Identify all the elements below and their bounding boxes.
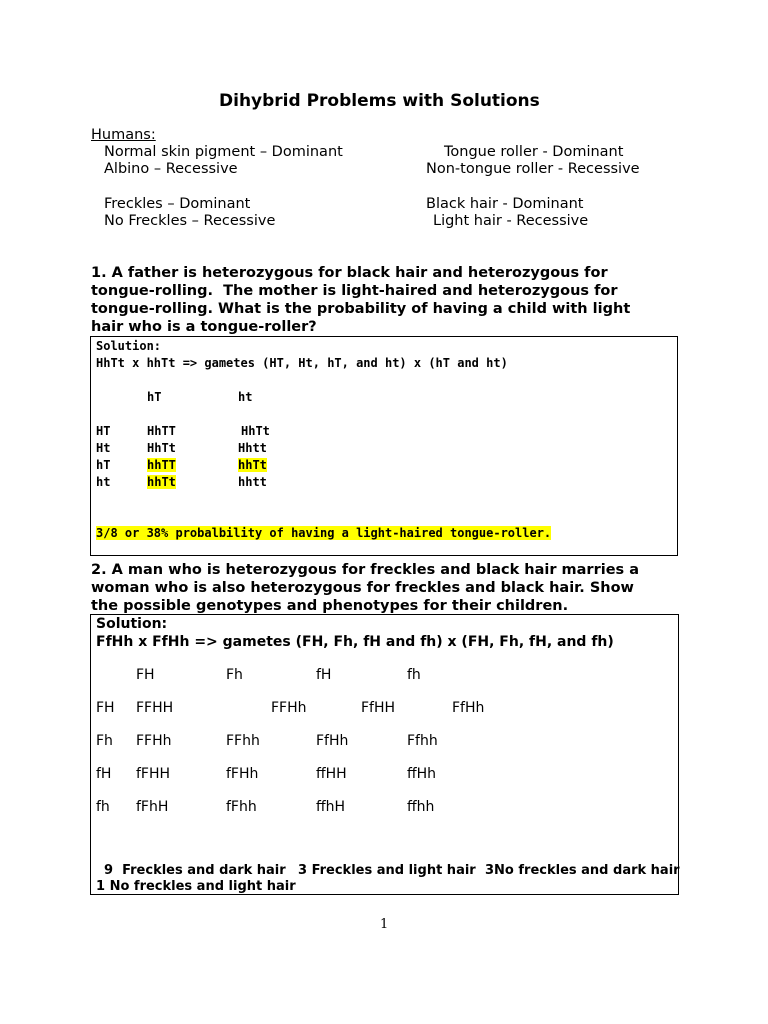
q2-row-gamete: fh — [96, 799, 110, 815]
q1-solution-label: Solution: — [96, 339, 162, 353]
q1-cell-highlighted: hhTT — [147, 458, 176, 472]
q1-row-gamete: hT — [96, 458, 111, 472]
q2-cell: ffHH — [316, 766, 347, 782]
q2-cell: fFhH — [136, 799, 169, 815]
q2-cell: ffhH — [316, 799, 346, 815]
q2-cell: FfHh — [452, 700, 485, 716]
q2-line-1: 2. A man who is heterozygous for freckles and black hair marries a — [91, 562, 640, 578]
q2-cell: FFHH — [136, 700, 174, 716]
q1-col-header: hT — [147, 390, 162, 404]
q1-row-gamete: ht — [96, 475, 111, 489]
q2-row-gamete: fH — [96, 766, 112, 782]
q2-cell: ffHh — [407, 766, 437, 782]
trait-skin-recessive: Albino – Recessive — [104, 161, 238, 177]
q1-cross: HhTt x hhTt => gametes (HT, Ht, hT, and ht) x (hT and ht) — [96, 356, 508, 370]
q1-cell-highlighted: hhTt — [238, 458, 267, 472]
q2-ratio-nofreckles-dark: 3No freckles and dark hair — [485, 863, 680, 878]
q1-line-3: tongue-rolling. What is the probability of having a child with light — [91, 301, 631, 317]
q2-cell: fFhh — [226, 799, 257, 815]
q2-solution-box — [90, 614, 679, 895]
q1-col-header: ht — [238, 390, 253, 404]
q2-col-header: fH — [316, 667, 332, 683]
trait-skin-dominant: Normal skin pigment – Dominant — [104, 144, 343, 160]
q2-ratio-freckles-light: 3 Freckles and light hair — [298, 863, 476, 878]
trait-freckles-recessive: No Freckles – Recessive — [104, 213, 276, 229]
q1-cell: HhTt — [241, 424, 270, 438]
q2-cell: ffhh — [407, 799, 435, 815]
trait-tongue-recessive: Non-tongue roller - Recessive — [426, 161, 640, 177]
q1-cell: HhTt — [147, 441, 176, 455]
q2-cell: FfHh — [316, 733, 349, 749]
q1-line-2: tongue-rolling. The mother is light-haired and heterozygous for — [91, 283, 618, 299]
q2-cell: fFHh — [226, 766, 259, 782]
q1-line-1: 1. A father is heterozygous for black hair and heterozygous for — [91, 265, 608, 281]
q2-line-2: woman who is also heterozygous for freckles and black hair. Show — [91, 580, 634, 596]
page-title: Dihybrid Problems with Solutions — [219, 91, 540, 111]
trait-freckles-dominant: Freckles – Dominant — [104, 196, 251, 212]
trait-tongue-dominant: Tongue roller - Dominant — [444, 144, 624, 160]
q2-cell: Ffhh — [407, 733, 438, 749]
trait-hair-dominant: Black hair - Dominant — [426, 196, 584, 212]
q2-ratio-nofreckles-light: 1 No freckles and light hair — [96, 879, 296, 894]
q1-row-gamete: HT — [96, 424, 111, 438]
q2-cell: fFHH — [136, 766, 171, 782]
q2-col-header: fh — [407, 667, 421, 683]
humans-label: Humans: — [91, 127, 156, 143]
q2-cell: FFHh — [136, 733, 172, 749]
q2-row-gamete: FH — [96, 700, 115, 716]
q2-col-header: Fh — [226, 667, 243, 683]
q2-cell: FFhh — [226, 733, 260, 749]
q2-cell: FfHH — [361, 700, 396, 716]
q2-solution-label: Solution: — [96, 616, 168, 632]
q2-cross-text: FfHh x FfHh => gametes (FH, Fh, fH and fh) x (FH, Fh, fH, and fh) — [96, 634, 614, 650]
q2-col-header: FH — [136, 667, 155, 683]
q1-answer: 3/8 or 38% probalbility of having a light-haired tongue-roller. — [96, 526, 552, 540]
q1-cell: HhTT — [147, 424, 176, 438]
q1-line-4: hair who is a tongue-roller? — [91, 319, 317, 335]
trait-hair-recessive: Light hair - Recessive — [433, 213, 589, 229]
q1-row-gamete: Ht — [96, 441, 111, 455]
q1-cell-highlighted: hhTt — [147, 475, 176, 489]
q2-row-gamete: Fh — [96, 733, 113, 749]
q1-cell: hhtt — [238, 475, 267, 489]
q2-cross — [96, 634, 614, 650]
q2-line-3: the possible genotypes and phenotypes for their children. — [91, 598, 569, 614]
q1-cell: Hhtt — [238, 441, 267, 455]
q2-cell: FFHh — [271, 700, 307, 716]
page-number: 1 — [380, 917, 389, 932]
q2-ratio-freckles-dark: 9 Freckles and dark hair — [104, 863, 286, 878]
